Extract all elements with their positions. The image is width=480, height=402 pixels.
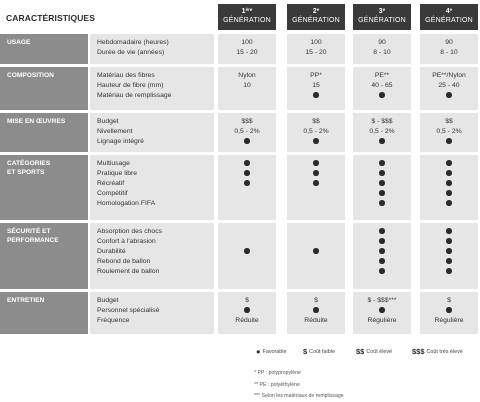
value-text — [287, 267, 345, 277]
favorable-dot — [420, 227, 478, 237]
favorable-dot — [287, 159, 345, 169]
value-text: $ — [314, 297, 318, 304]
value-text — [287, 257, 345, 267]
favorable-dot — [353, 179, 411, 189]
generation-label: GÉNÉRATION — [358, 17, 406, 24]
value-text: $ - $$$ — [371, 118, 393, 125]
generation-number: 4e — [445, 7, 453, 15]
favorable-dot — [420, 237, 478, 247]
favorable-dot — [353, 137, 411, 147]
section-line-labels — [97, 227, 162, 277]
favorable-dot — [420, 179, 478, 189]
favorable-dot — [420, 267, 478, 277]
line-label: Absorption des chocs — [97, 228, 162, 235]
line-label: Matériau des fibres — [97, 72, 155, 79]
value-text — [218, 227, 276, 237]
value-text: PE**/Nylon — [432, 72, 466, 79]
generation-values — [353, 117, 411, 147]
legend-symbol: $ — [303, 347, 308, 356]
value-text: PE** — [374, 72, 390, 79]
generation-header-2 — [287, 4, 345, 30]
favorable-dot — [218, 247, 276, 257]
favorable-dot — [218, 179, 276, 189]
value-text: 40 - 65 — [371, 82, 393, 89]
value-text — [218, 267, 276, 277]
generation-values — [287, 71, 345, 101]
favorable-dot — [287, 137, 345, 147]
section-category: ENTRETIEN — [0, 292, 88, 334]
generation-values — [420, 227, 478, 277]
value-text: 10 — [243, 82, 251, 89]
line-label: Pratique libre — [97, 170, 138, 177]
favorable-dot — [218, 306, 276, 316]
generation-values — [353, 38, 411, 58]
legend-text: Coût très élevé — [426, 348, 463, 355]
value-text: Régulière — [434, 317, 464, 324]
legend-symbol: $$ — [356, 347, 365, 356]
value-text: 15 — [312, 82, 320, 89]
section-line-labels — [97, 38, 169, 58]
value-text: PP* — [310, 72, 322, 79]
generation-label: GÉNÉRATION — [223, 17, 271, 24]
value-text: Réduite — [304, 317, 328, 324]
generation-values — [218, 159, 276, 209]
value-text: 0,5 - 2% — [303, 128, 329, 135]
generation-values — [420, 117, 478, 147]
value-text — [218, 189, 276, 199]
generation-values — [353, 159, 411, 209]
favorable-dot — [353, 199, 411, 209]
legend-item — [412, 347, 463, 356]
favorable-dot — [353, 306, 411, 316]
value-text — [218, 199, 276, 209]
generation-values — [420, 159, 478, 209]
section-category: COMPOSITION — [0, 67, 88, 110]
section-category: SÉCURITÉ ET PERFORMANCE — [0, 223, 88, 289]
favorable-dot — [353, 169, 411, 179]
legend-item — [356, 347, 392, 356]
generation-values — [353, 227, 411, 277]
value-text: 25 - 40 — [438, 82, 460, 89]
value-text: 15 - 20 — [305, 49, 327, 56]
value-text — [218, 91, 276, 101]
favorable-dot — [287, 91, 345, 101]
line-label: Personnel spécialisé — [97, 307, 160, 314]
favorable-dot — [420, 91, 478, 101]
line-label: Homologation FIFA — [97, 200, 156, 207]
section-line-labels — [97, 117, 144, 147]
generation-values — [353, 71, 411, 101]
favorable-dot — [353, 247, 411, 257]
value-text — [287, 199, 345, 209]
generation-values — [287, 159, 345, 209]
line-label: Nivellement — [97, 128, 133, 135]
value-text: 0,5 - 2% — [369, 128, 395, 135]
footnote: *** Selon les matériaux de remplissage — [254, 393, 344, 399]
favorable-dot — [420, 137, 478, 147]
value-text — [218, 237, 276, 247]
legend-text: Coût élevé — [366, 348, 393, 355]
value-text: $$ — [445, 118, 453, 125]
generation-header-3 — [353, 4, 411, 30]
value-text — [287, 189, 345, 199]
generation-values — [287, 227, 345, 277]
favorable-dot — [420, 189, 478, 199]
value-text: 90 — [378, 39, 386, 46]
favorable-dot — [353, 267, 411, 277]
generation-header-4 — [420, 4, 478, 30]
line-label: Durée de vie (années) — [97, 49, 165, 56]
generation-values — [287, 117, 345, 147]
favorable-dot — [353, 91, 411, 101]
legend-item — [303, 347, 335, 356]
line-label: Durabilité — [97, 248, 126, 255]
legend-symbol: $$$ — [412, 347, 425, 356]
generation-label: GÉNÉRATION — [292, 17, 340, 24]
generation-values — [287, 296, 345, 326]
generation-values — [420, 38, 478, 58]
generation-values — [218, 296, 276, 326]
favorable-dot — [218, 169, 276, 179]
line-label: Hebdomadaire (heures) — [97, 39, 169, 46]
value-text: 8 - 10 — [440, 49, 458, 56]
value-text: $ — [245, 297, 249, 304]
favorable-dot — [353, 159, 411, 169]
value-text: $$ — [312, 118, 320, 125]
favorable-dot — [420, 169, 478, 179]
line-label: Matériau de remplissage — [97, 92, 172, 99]
value-text: Nylon — [238, 72, 256, 79]
line-label: Roulement de ballon — [97, 268, 160, 275]
line-label: Compétitif — [97, 190, 128, 197]
generation-values — [218, 227, 276, 277]
line-label: Hauteur de fibre (mm) — [97, 82, 164, 89]
favorable-dot — [287, 179, 345, 189]
generation-values — [218, 38, 276, 58]
section-line-labels — [97, 159, 155, 209]
line-label: Rebond de ballon — [97, 258, 151, 265]
footnote: * PP : polypropylène — [254, 370, 301, 376]
generation-values — [420, 71, 478, 101]
favorable-dot — [353, 189, 411, 199]
line-label: Multiusage — [97, 160, 130, 167]
section-category: MISE EN ŒUVRES — [0, 113, 88, 152]
favorable-dot — [420, 159, 478, 169]
generation-header-1 — [218, 4, 276, 30]
generation-values — [218, 71, 276, 101]
legend-text: Coût faible — [309, 348, 335, 355]
value-text: 90 — [445, 39, 453, 46]
line-label: Récréatif — [97, 180, 125, 187]
value-text: $$$ — [241, 118, 253, 125]
section-category: CATÉGORIES ET SPORTS — [0, 155, 88, 220]
legend-item — [256, 347, 287, 356]
legend-text: Favorable — [262, 348, 287, 355]
section-line-labels — [97, 71, 171, 101]
line-label: Confort à l'abrasion — [97, 238, 156, 245]
generation-number: 3e — [378, 7, 386, 15]
value-text: $ — [447, 297, 451, 304]
page-title: CARACTÉRISTIQUES — [6, 13, 95, 23]
generation-values — [287, 38, 345, 58]
footnote: ** PE : polyéthylène — [254, 382, 300, 388]
favorable-dot — [353, 257, 411, 267]
value-text: 8 - 10 — [373, 49, 391, 56]
generation-number: 2e — [312, 7, 320, 15]
value-text: Réduite — [235, 317, 259, 324]
value-text: $ - $$$*** — [367, 297, 397, 304]
section-category: USAGE — [0, 34, 88, 64]
favorable-dot — [420, 247, 478, 257]
favorable-dot — [353, 227, 411, 237]
favorable-dot — [420, 199, 478, 209]
favorable-dot — [420, 306, 478, 316]
generation-values — [353, 296, 411, 326]
line-label: Lignage intégré — [97, 138, 144, 145]
favorable-dot — [353, 237, 411, 247]
value-text: 15 - 20 — [236, 49, 258, 56]
favorable-dot — [218, 137, 276, 147]
favorable-dot — [287, 306, 345, 316]
generation-values — [420, 296, 478, 326]
value-text: 0,5 - 2% — [436, 128, 462, 135]
favorable-dot — [287, 169, 345, 179]
favorable-dot — [287, 247, 345, 257]
value-text: 0,5 - 2% — [234, 128, 260, 135]
value-text: 100 — [310, 39, 322, 46]
favorable-dot — [218, 159, 276, 169]
section-line-labels — [97, 296, 159, 326]
favorable-dot — [420, 257, 478, 267]
line-label: Budget — [97, 118, 119, 125]
value-text: Régulière — [367, 317, 397, 324]
value-text — [218, 257, 276, 267]
generation-values — [218, 117, 276, 147]
legend-symbol: ● — [256, 347, 261, 356]
line-label: Fréquence — [97, 317, 130, 324]
generation-label: GÉNÉRATION — [425, 17, 473, 24]
value-text — [287, 237, 345, 247]
value-text — [287, 227, 345, 237]
value-text: 100 — [241, 39, 253, 46]
generation-number: 1ère — [241, 7, 253, 15]
line-label: Budget — [97, 297, 119, 304]
